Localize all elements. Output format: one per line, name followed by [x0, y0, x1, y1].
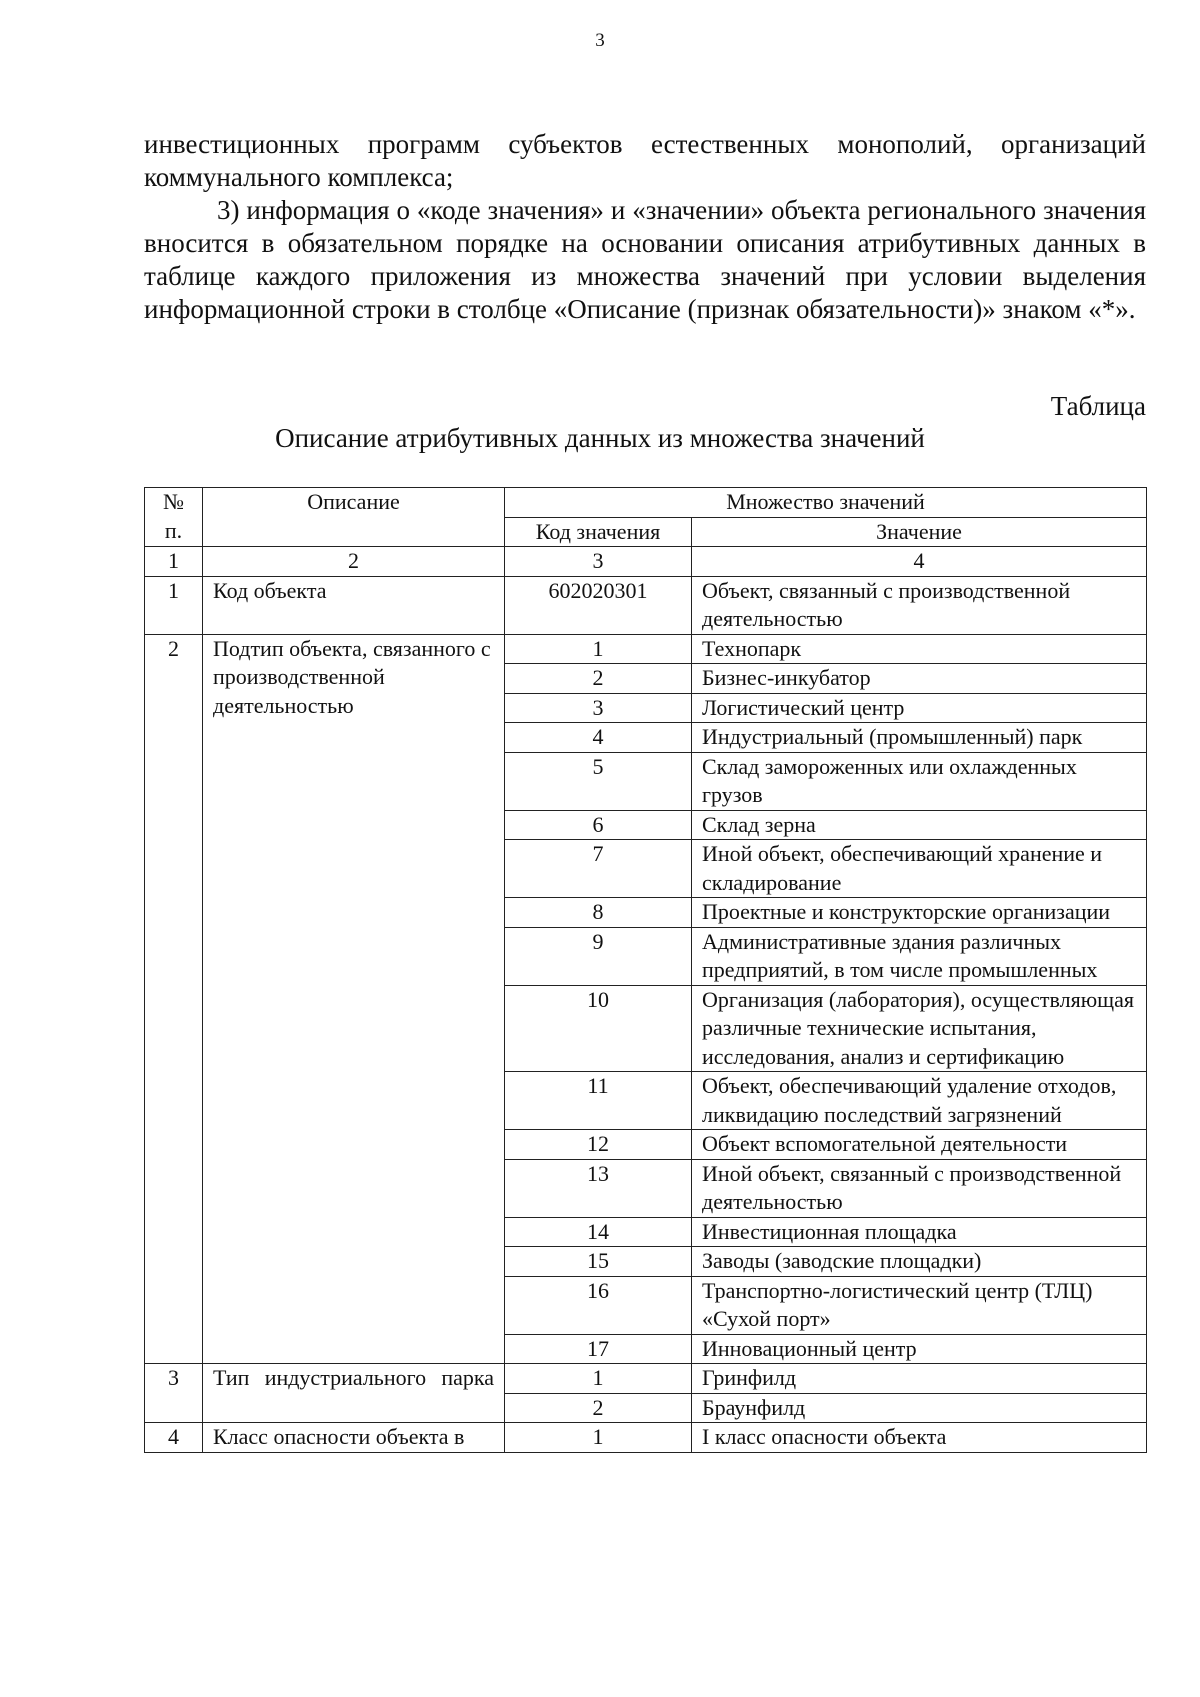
value-text: Объект, обеспечивающий удаление отходов, ликвидацию последствий загрязнений — [692, 1072, 1147, 1130]
value-text: Индустриальный (промышленный) парк — [692, 723, 1147, 753]
header-value: Значение — [692, 517, 1147, 547]
row-description: Подтип объекта, связанного с производственной деятельностью — [203, 634, 505, 1364]
value-code: 2 — [505, 664, 692, 694]
value-code: 5 — [505, 752, 692, 810]
table-row — [145, 1423, 1147, 1453]
row-description: Класс опасности объекта в — [203, 1423, 505, 1453]
value-text: Проектные и конструкторские организации — [692, 898, 1147, 928]
value-text: Иной объект, обеспечивающий хранение и складирование — [692, 840, 1147, 898]
value-code: 8 — [505, 898, 692, 928]
paragraph-2: 3) информация о «коде значения» и «значении» объекта регионального значения вносится в обязательном порядке на основании описания атрибутивных данных в таблице каждого приложения из множества значений при условии выделения информационной строки в столбце «Описание (признак обязательности)» знаком «*». — [144, 195, 1146, 324]
body-text — [144, 128, 1146, 326]
value-text: Логистический центр — [692, 693, 1147, 723]
value-text: Бизнес-инкубатор — [692, 664, 1147, 694]
paragraph-1: инвестиционных программ субъектов естественных монополий, организаций коммунального комплекса; — [144, 129, 1146, 192]
value-code: 10 — [505, 985, 692, 1072]
row-description: Код объекта — [203, 576, 505, 634]
value-text: I класс опасности объекта — [692, 1423, 1147, 1453]
value-code: 1 — [505, 634, 692, 664]
row-number: 1 — [145, 576, 203, 634]
column-number: 1 — [145, 547, 203, 577]
value-code: 7 — [505, 840, 692, 898]
value-text: Склад зерна — [692, 810, 1147, 840]
value-code: 602020301 — [505, 576, 692, 634]
value-text: Объект вспомогательной деятельности — [692, 1130, 1147, 1160]
column-number: 4 — [692, 547, 1147, 577]
table-title: Описание атрибутивных данных из множества значений — [275, 423, 925, 453]
value-code: 14 — [505, 1217, 692, 1247]
row-description: Тип индустриального парка — [203, 1364, 505, 1423]
value-code: 16 — [505, 1276, 692, 1334]
table-row — [145, 576, 1147, 634]
value-text: Технопарк — [692, 634, 1147, 664]
value-code: 1 — [505, 1364, 692, 1394]
value-text: Организация (лаборатория), осуществляющая различные технические испытания, исследования, анализ и сертификацию — [692, 985, 1147, 1072]
value-text: Объект, связанный с производственной деятельностью — [692, 576, 1147, 634]
value-code: 4 — [505, 723, 692, 753]
row-number: 3 — [145, 1364, 203, 1423]
value-text: Административные здания различных предприятий, в том числе промышленных — [692, 927, 1147, 985]
column-number: 3 — [505, 547, 692, 577]
header-code: Код значения — [505, 517, 692, 547]
table-caption: Таблица — [1050, 391, 1146, 421]
column-numbers-row — [145, 547, 1147, 577]
value-code: 17 — [505, 1334, 692, 1364]
header-description: Описание — [203, 488, 505, 547]
value-code: 12 — [505, 1130, 692, 1160]
header-value-set: Множество значений — [505, 488, 1147, 518]
value-text: Гринфилд — [692, 1364, 1147, 1394]
value-text: Иной объект, связанный с производственной деятельностью — [692, 1159, 1147, 1217]
value-text: Инновационный центр — [692, 1334, 1147, 1364]
value-code: 2 — [505, 1393, 692, 1423]
attribute-table — [144, 487, 1147, 1453]
value-code: 3 — [505, 693, 692, 723]
table-row — [145, 1364, 1147, 1394]
value-code: 13 — [505, 1159, 692, 1217]
column-number: 2 — [203, 547, 505, 577]
value-text: Инвестиционная площадка — [692, 1217, 1147, 1247]
value-code: 1 — [505, 1423, 692, 1453]
value-code: 15 — [505, 1247, 692, 1277]
value-text: Склад замороженных или охлажденных грузов — [692, 752, 1147, 810]
value-text: Транспортно-логистический центр (ТЛЦ) «Сухой порт» — [692, 1276, 1147, 1334]
row-number: 4 — [145, 1423, 203, 1453]
value-code: 6 — [505, 810, 692, 840]
row-number: 2 — [145, 634, 203, 1364]
page-number: 3 — [595, 30, 605, 51]
value-text: Браунфилд — [692, 1393, 1147, 1423]
value-code: 9 — [505, 927, 692, 985]
header-no: № п. — [145, 488, 203, 547]
table-row — [145, 634, 1147, 664]
value-code: 11 — [505, 1072, 692, 1130]
value-text: Заводы (заводские площадки) — [692, 1247, 1147, 1277]
